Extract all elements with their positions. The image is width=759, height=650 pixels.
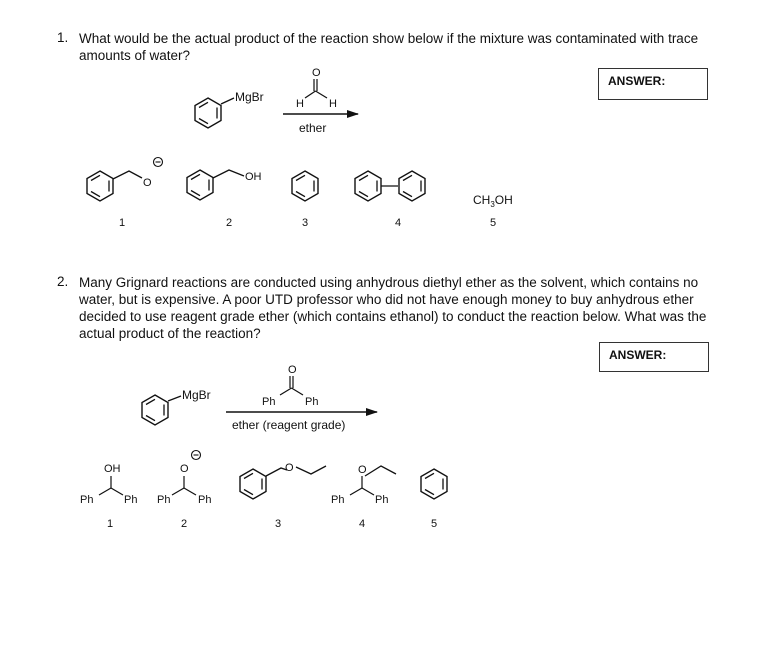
question-2-text-line-2: water, but is expensive. A poor UTD professor who did not have enough money to buy anhydrous ether	[79, 292, 694, 307]
question-2-answer-label: ANSWER:	[609, 348, 667, 362]
q1-phenylmagnesium-bromide	[195, 90, 264, 128]
q2-choice-2-structure	[157, 451, 211, 507]
question-1-number: 1.	[57, 30, 69, 45]
q2-choice-1-structure	[80, 463, 137, 506]
q1-solvent-label: ether	[299, 121, 327, 135]
question-1-text-line-2: amounts of water?	[79, 48, 191, 63]
q2-choice-2-ph-left: Ph	[157, 494, 171, 506]
q1-choice-3-structure	[292, 171, 318, 201]
question-2-text-line-4: actual product of the reaction?	[79, 326, 261, 341]
q2-phenylmagnesium-bromide	[142, 388, 211, 425]
q2-benzophenone	[262, 364, 318, 408]
q2-choice-1-ph-left: Ph	[80, 494, 94, 506]
q1-choice-2-structure	[187, 170, 262, 200]
q2-ketone-ph-left: Ph	[262, 396, 276, 408]
q2-ketone-ph-right: Ph	[305, 396, 319, 408]
q2-mgbr-label: MgBr	[182, 388, 211, 402]
q2-choice-4-o-label: O	[358, 464, 367, 476]
q1-choice-2-number: 2	[226, 217, 233, 229]
q2-solvent-label: ether (reagent grade)	[232, 418, 346, 432]
q2-ketone-o-label: O	[288, 364, 297, 376]
q2-choice-2-ph-right: Ph	[198, 494, 212, 506]
q1-formaldehyde	[296, 67, 337, 110]
question-2-number: 2.	[57, 274, 69, 289]
question-1-text-line-1: What would be the actual product of the reaction show below if the mixture was contaminated with trace	[79, 31, 699, 46]
q1-choice-1-number: 1	[119, 217, 126, 229]
q2-choice-5-structure	[421, 469, 447, 499]
q2-choice-3-o-label: O	[285, 462, 294, 474]
q2-choice-3-structure	[240, 462, 326, 499]
q2-choice-4-ph-left: Ph	[331, 494, 345, 506]
q1-choice-4-structure	[355, 171, 425, 201]
q1-choice-1-o-label: O	[143, 177, 152, 189]
q2-choice-2-o-label: O	[180, 463, 189, 475]
q1-choice-2-oh-label: OH	[245, 171, 262, 183]
question-2-text-line-3: decided to use reagent grade ether (which contains ethanol) to conduct the reaction below. What was the	[79, 309, 707, 324]
q2-choice-5-number: 5	[431, 518, 438, 530]
q1-aldehyde-h-right: H	[329, 98, 337, 110]
q1-mgbr-label: MgBr	[235, 90, 264, 104]
q1-choice-1-structure	[87, 158, 163, 202]
q1-choice-5-number: 5	[490, 217, 497, 229]
q1-aldehyde-o-label: O	[312, 67, 321, 79]
q1-choice-5-formula: $CH_3OH$	[473, 193, 513, 209]
q2-choice-3-number: 3	[275, 518, 282, 530]
q1-choice-4-number: 4	[395, 217, 402, 229]
q2-choice-1-oh-label: OH	[104, 463, 121, 475]
q2-choice-4-number: 4	[359, 518, 366, 530]
q2-choice-1-ph-right: Ph	[124, 494, 138, 506]
q2-choice-4-structure	[331, 464, 396, 506]
question-2-text-line-1: Many Grignard reactions are conducted using anhydrous diethyl ether as the solvent, which contains no	[79, 275, 699, 290]
q2-choice-1-number: 1	[107, 518, 114, 530]
q2-choice-2-number: 2	[181, 518, 188, 530]
q1-aldehyde-h-left: H	[296, 98, 304, 110]
q1-choice-3-number: 3	[302, 217, 309, 229]
q2-choice-4-ph-right: Ph	[375, 494, 389, 506]
question-1-answer-label: ANSWER:	[608, 74, 666, 88]
